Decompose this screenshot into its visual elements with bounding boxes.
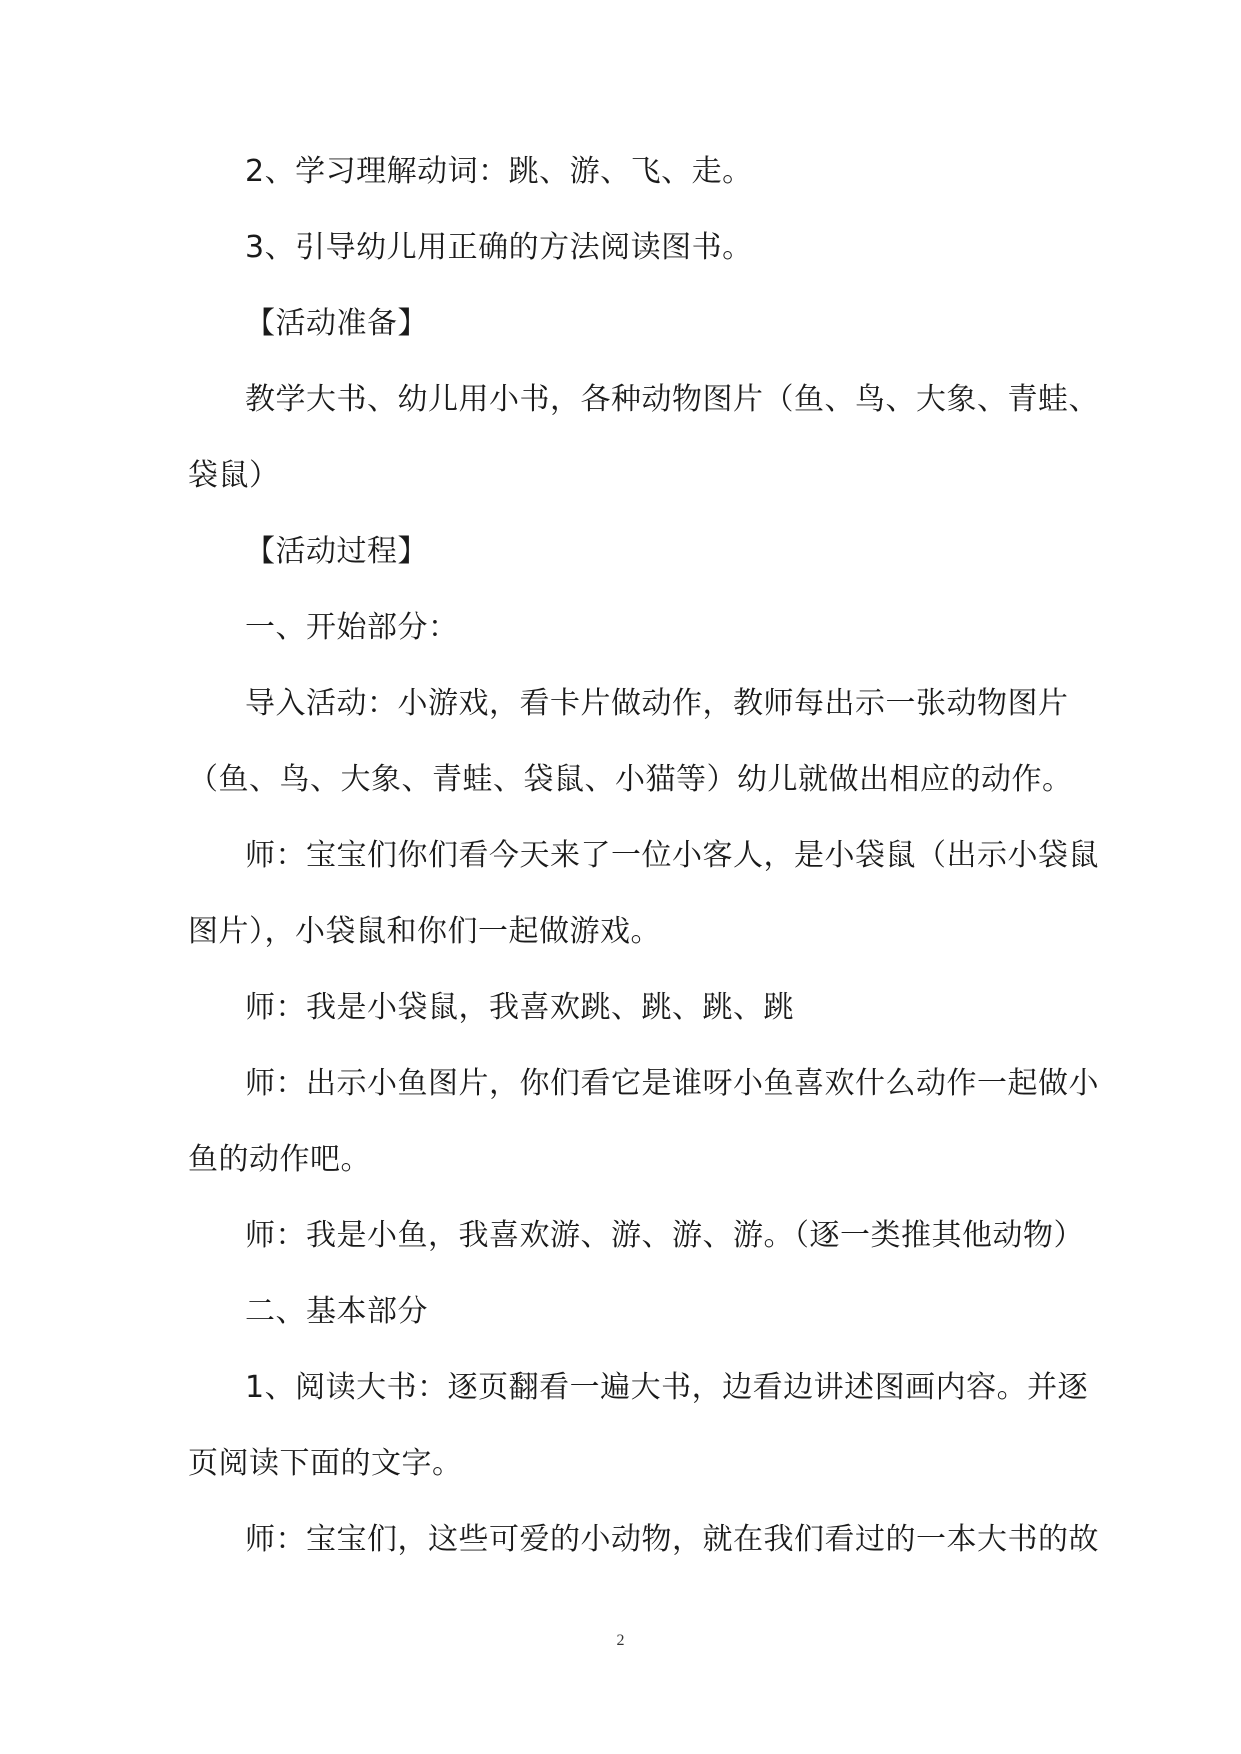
paragraph-line: 页阅读下面的文字。 [188, 1446, 463, 1481]
section-heading-process: 【活动过程】 [245, 534, 428, 569]
paragraph-line: 师：宝宝们你们看今天来了一位小客人，是小袋鼠（出示小袋鼠 [245, 838, 1099, 873]
objective-3: 3、引导幼儿用正确的方法阅读图书。 [245, 230, 753, 265]
subsection-heading-start: 一、开始部分： [245, 610, 459, 645]
paragraph-line: 师：我是小袋鼠，我喜欢跳、跳、跳、跳 [245, 990, 794, 1025]
objective-2: 2、学习理解动词：跳、游、飞、走。 [245, 154, 753, 189]
paragraph-line: 鱼的动作吧。 [188, 1142, 371, 1177]
paragraph-line: 图片），小袋鼠和你们一起做游戏。 [188, 914, 661, 949]
paragraph-line: 袋鼠） [188, 458, 280, 493]
paragraph-line: 师：宝宝们，这些可爱的小动物，就在我们看过的一本大书的故 [245, 1522, 1099, 1557]
paragraph-line: 导入活动：小游戏，看卡片做动作，教师每出示一张动物图片 [245, 686, 1069, 721]
page-number: 2 [616, 1632, 625, 1649]
section-heading-preparation: 【活动准备】 [245, 306, 428, 341]
paragraph-line: 师：出示小鱼图片，你们看它是谁呀小鱼喜欢什么动作一起做小 [245, 1066, 1099, 1101]
paragraph-line: 师：我是小鱼，我喜欢游、游、游、游。（逐一类推其他动物） [245, 1218, 1084, 1253]
paragraph-line: 教学大书、幼儿用小书，各种动物图片（鱼、鸟、大象、青蛙、 [245, 382, 1099, 417]
paragraph-line: （鱼、鸟、大象、青蛙、袋鼠、小猫等）幼儿就做出相应的动作。 [188, 762, 1073, 797]
paragraph-line: 1、阅读大书：逐页翻看一遍大书，边看边讲述图画内容。并逐 [245, 1370, 1089, 1405]
subsection-heading-basic: 二、基本部分 [245, 1294, 428, 1329]
